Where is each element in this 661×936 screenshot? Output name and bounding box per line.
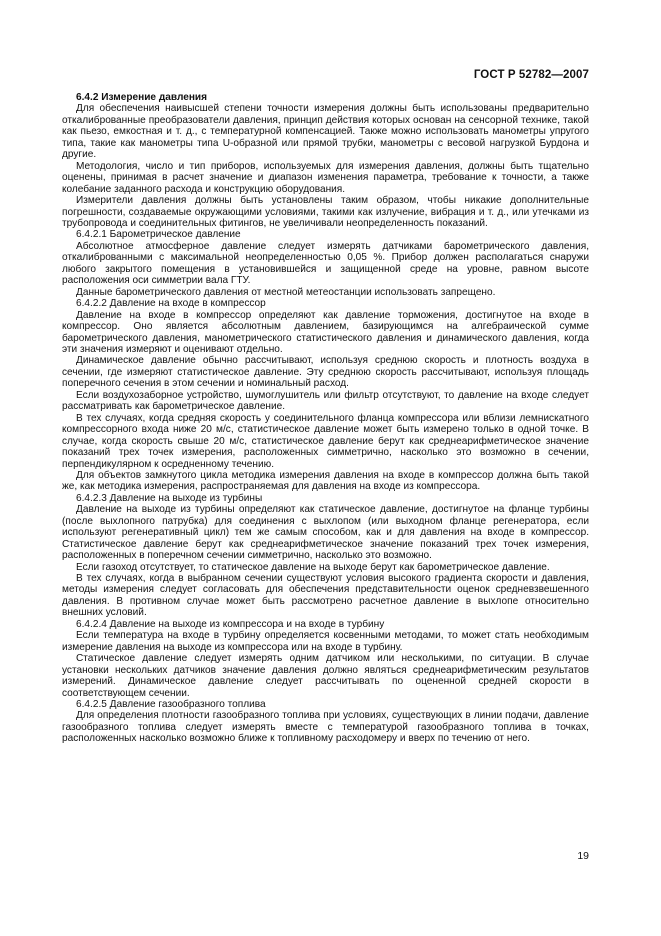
page-number: 19 — [577, 850, 589, 862]
paragraph: Данные барометрического давления от местной метеостанции использовать запрещено. — [76, 286, 496, 298]
paragraph: Для определения плотности газообразного топлива при условиях, существующих в линии подачи, давление газообразного топлива следует измерять вместе с температурой газообразного топлива в точках, расположенных насколько возможно ближе к топливному расходомеру и вверх по течению от него. — [62, 710, 589, 745]
paragraph: Статическое давление следует измерять одним датчиком или несколькими, по ситуации. В случае установки нескольких датчиков значение давления должно являться среднеарифметическим результатов измерений. Динамическое давление следует рассчитывать по оцененной средней скорости в соответствующем сечении. — [62, 653, 589, 699]
subsection-heading: 6.4.2.4 Давление на выходе из компрессора и на входе в турбину — [76, 618, 385, 630]
paragraph: В тех случаях, когда средняя скорость у соединительного фланца компрессора или вблизи лемнискатного компрессорного входа ниже 20 м/с, статистическое давление может быть измерено только в одной точке. В случае, когда скорость свыше 20 м/с, статистическое давление берут как среднеарифметическое значение показаний трех точек измерения, расположенных симметрично, насколько это возможно в сечении, перпендикулярном к осредненному течению. — [62, 412, 589, 470]
paragraph: Для обеспечения наивысшей степени точности измерения должны быть использованы предварительно откалиброванные преобразователи давления, принцип действия которых основан на сенсорной технике, такой как пьезо, емкостная и т. д., с температурной компенсацией. Также можно использовать манометры упругого типа, такие как манометры типа U-образной или прямой трубки, манометры с весовой нагрузкой Бурдона и другие. — [62, 103, 589, 161]
subsection-heading: 6.4.2.3 Давление на выходе из турбины — [76, 492, 263, 504]
paragraph: Для объектов замкнутого цикла методика измерения давления на входе в компрессор должна быть такой же, как методика измерения, распространяемая для давления на входе из компрессора. — [62, 469, 589, 493]
paragraph: Если температура на входе в турбину определяется косвенными методами, то может стать необходимым измерение давления на выходе из компрессора или на входе в турбину. — [62, 630, 589, 653]
paragraph: Если газоход отсутствует, то статическое давление на выходе берут как барометрическое давление. — [76, 561, 550, 573]
subsection-heading: 6.4.2.5 Давление газообразного топлива — [76, 699, 266, 711]
paragraph: Давление на выходе из турбины определяют как статическое давление, достигнутое на фланце турбины (после выхлопного патрубка) для соединения с выхлопом (или выходном фланце регенератора, если используют регенеративный цикл) тем же самым способом, как и для давления на входе в компрессор. Статистическое давление берут как среднеарифметическое значение показаний трех точек измерения, расположенных в поперечном сечении симметрично, насколько это возможно. — [62, 504, 589, 562]
section-heading: 6.4.2 Измерение давления — [76, 92, 208, 103]
subsection-heading: 6.4.2.2 Давление на входе в компрессор — [76, 298, 266, 310]
section-body — [62, 92, 589, 745]
paragraph: Методология, число и тип приборов, используемых для измерения давления, должны быть тщательно оценены, принимая в расчет значение и диапазон изменения параметра, требование к точности, а также колебание заданного расхода и конструкцию оборудования. — [62, 160, 589, 195]
paragraph: Динамическое давление обычно рассчитывают, используя среднюю скорость и плотность воздуха в сечении, где измеряют статистическое давление. Эту среднюю скорость рассчитывают, используя площадь поперечного сечения в этом сечении и номинальный расход. — [62, 355, 589, 390]
paragraph: В тех случаях, когда в выбранном сечении существуют условия высокого градиента скорости и давления, методы измерения следует согласовать для обеспечения представительности оценок средневзвешенного давления. В противном случае может быть рассмотрено расчетное давление в выхлопе относительно внешних условий. — [62, 573, 589, 619]
paragraph: Если воздухозаборное устройство, шумоглушитель или фильтр отсутствуют, то давление на входе следует рассматривать как барометрическое давление. — [62, 389, 589, 413]
standard-designation: ГОСТ Р 52782—2007 — [473, 69, 589, 81]
paragraph: Давление на входе в компрессор определяют как давление торможения, достигнутое на входе в компрессор. Оно является абсолютным давлением, базирующимся на алгебраической сумме барометрического давления, манометрического статистического давления и динамического давления, когда эти значения измеряют и оценивают отдельно. — [62, 309, 589, 355]
paragraph: Абсолютное атмосферное давление следует измерять датчиками барометрического давления, откалиброванными с максимальной неопределенностью 0,05 %. Прибор должен располагаться снаружи любого закрытого помещения в установившейся и защищенной среде на уровне, равном высоте расположения оси симметрии вала ГТУ. — [62, 240, 589, 287]
subsection-heading: 6.4.2.1 Барометрическое давление — [76, 229, 241, 241]
paragraph: Измерители давления должны быть установлены таким образом, чтобы никакие дополнительные погрешности, создаваемые окружающими условиями, такими как излучение, вибрация и т. д., или утечками из трубопровода и соединительных фитингов, не увеличивали неопределенность показаний. — [62, 195, 589, 229]
